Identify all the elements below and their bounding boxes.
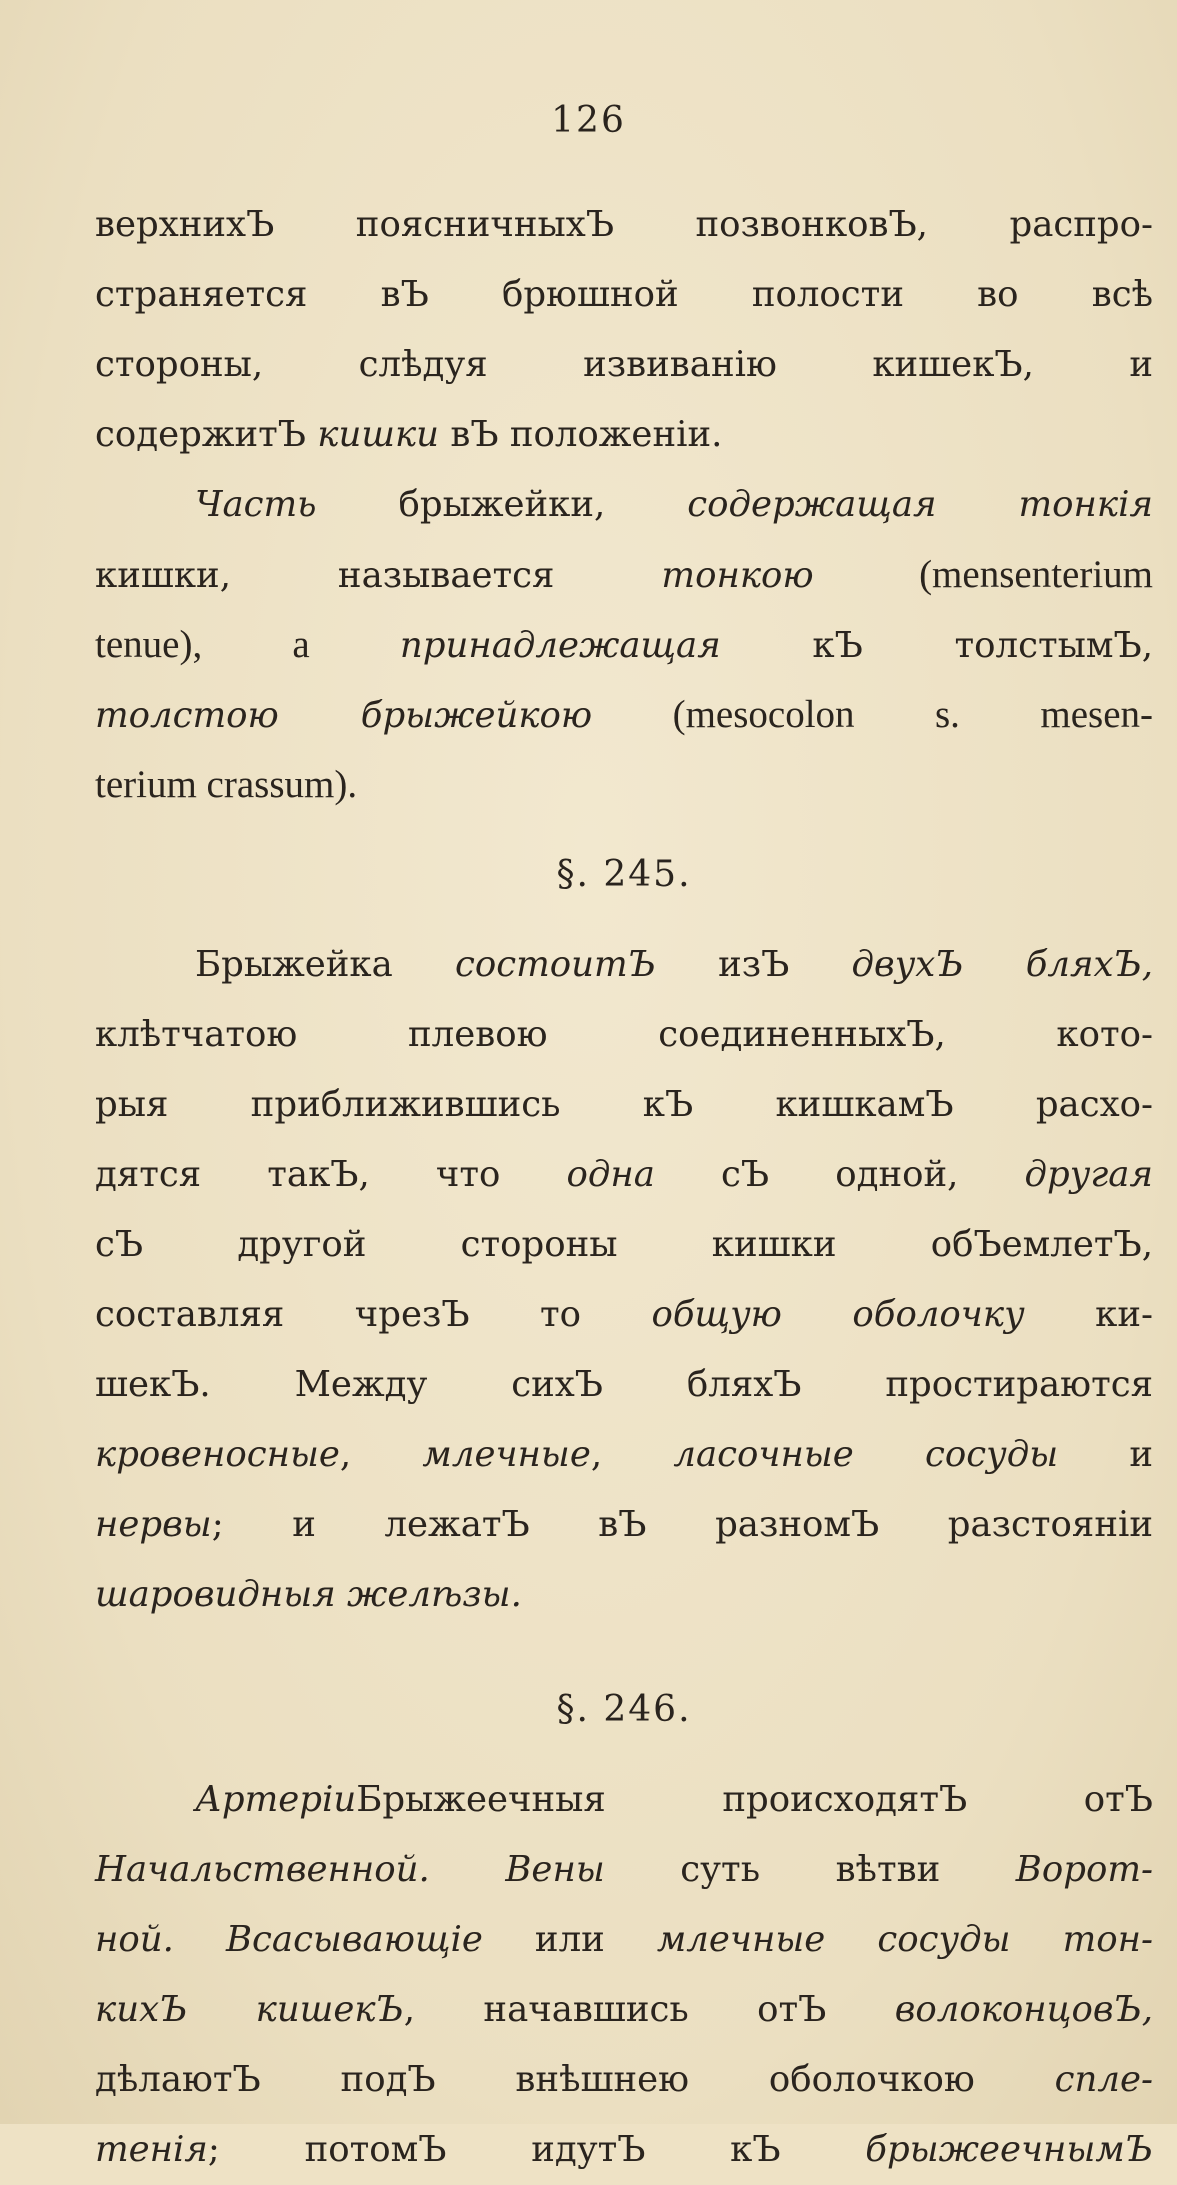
text-span: дѣлаютЪ подЪ внѣшнею оболочкою: [95, 2059, 1055, 2100]
text-span: ,: [339, 1434, 423, 1475]
text-line: [95, 470, 1153, 540]
italic-term: Начальственной. Вены: [95, 1849, 605, 1890]
italic-term: млечные сосуды тон-: [656, 1919, 1153, 1960]
text-span: ; и лежатЪ вЪ разномЪ разстояніи: [211, 1504, 1153, 1545]
text-line: [95, 1975, 1153, 2045]
text-line: [95, 1490, 1153, 1560]
italic-term: нервы: [95, 1504, 212, 1545]
text-line: [95, 540, 1153, 610]
text-span: ; потомЪ идутЪ кЪ: [207, 2129, 866, 2170]
text-line: [95, 610, 1153, 680]
text-line: [95, 400, 1153, 470]
italic-term: двухЪ бляхЪ,: [851, 944, 1154, 985]
text-line: [95, 1420, 1153, 1490]
text-line: terium crassum).: [95, 763, 358, 806]
text-line: [95, 1765, 1153, 1835]
italic-term: волоконцовЪ,: [894, 1989, 1153, 2030]
italic-term: одна: [566, 1154, 655, 1195]
italic-term: Ворот-: [1015, 1849, 1153, 1890]
text-line: [95, 1835, 1153, 1905]
text-line: [95, 680, 1153, 750]
section-heading: §. 246.: [556, 1689, 692, 1730]
text-span: суть вѣтви: [604, 1849, 1016, 1890]
italic-term: кишки: [317, 414, 440, 455]
section-heading: §. 245.: [556, 854, 692, 895]
page-number: 126: [551, 100, 626, 141]
italic-term: брыжеечнымЪ: [865, 2129, 1153, 2170]
italic-term: принадлежащая: [399, 625, 721, 666]
text-span: или: [482, 1919, 657, 1960]
italic-term: спле-: [1054, 2059, 1153, 2100]
latin-term: tenue), а: [95, 623, 400, 666]
italic-term: млечные: [422, 1434, 591, 1475]
italic-term: Часть: [195, 484, 317, 525]
text-span: сЪ одной,: [654, 1154, 1025, 1195]
text-line: [95, 2115, 1153, 2185]
text-line: клѣтчатою плевою соединенныхЪ, кото-: [95, 1014, 1153, 1055]
italic-term: ной. Всасывающіе: [95, 1919, 483, 1960]
text-span: ,: [590, 1434, 674, 1475]
italic-term: общую оболочку: [651, 1294, 1025, 1335]
text-line: страняется вЪ брюшной полости во всѣ: [95, 274, 1153, 315]
italic-term: кихЪ кишекЪ: [95, 1989, 404, 2030]
text-span: брыжейки,: [316, 484, 688, 525]
text-line: верхнихЪ поясничныхЪ позвонковЪ, распро-: [95, 204, 1153, 245]
italic-term: содержащая тонкія: [687, 484, 1153, 525]
italic-term: Артеріи: [195, 1779, 357, 1820]
text-span: кЪ толстымЪ,: [720, 625, 1153, 666]
text-span: и: [1058, 1434, 1153, 1475]
text-line: [95, 1905, 1153, 1975]
text-line: [95, 1280, 1153, 1350]
text-line: [95, 1140, 1153, 1210]
text-line: сЪ другой стороны кишки обЪемлетЪ,: [95, 1224, 1153, 1265]
italic-term: состоитЪ: [454, 944, 656, 985]
text-span: кишки, называется: [95, 555, 662, 596]
page-text: [95, 190, 1153, 2185]
text-span: составляя чрезЪ то: [95, 1294, 652, 1335]
text-line: шекЪ. Между сихЪ бляхЪ простираются: [95, 1364, 1153, 1405]
text-line: стороны, слѣдуя извиванію кишекЪ, и: [95, 344, 1153, 385]
italic-term: толстою брыжейкою: [95, 695, 593, 736]
italic-term: другая: [1024, 1154, 1153, 1195]
latin-term: (mesocolon s. mesen-: [592, 693, 1153, 736]
text-span: Брыжеечныя происходятЪ отЪ: [356, 1779, 1153, 1820]
text-line: шаровидныя желѣзы.: [95, 1574, 522, 1615]
text-line: [95, 930, 1153, 1000]
italic-term: ласочные сосуды: [673, 1434, 1059, 1475]
latin-term: (mensenterium: [813, 553, 1153, 596]
text-line: рыя приближившись кЪ кишкамЪ расхо-: [95, 1084, 1153, 1125]
text-span: дятся такЪ, что: [95, 1154, 567, 1195]
text-span: Брыжейка: [195, 944, 455, 985]
italic-term: тонкою: [661, 555, 814, 596]
text-span: , начавшись отЪ: [403, 1989, 895, 2030]
text-line: [95, 2045, 1153, 2115]
italic-term: кровеносные: [95, 1434, 340, 1475]
italic-term: тенія: [95, 2129, 208, 2170]
text-span: изЪ: [655, 944, 852, 985]
text-span: ки-: [1024, 1294, 1153, 1335]
text-span: содержитЪ: [95, 414, 318, 455]
text-span: вЪ положеніи.: [439, 414, 723, 455]
